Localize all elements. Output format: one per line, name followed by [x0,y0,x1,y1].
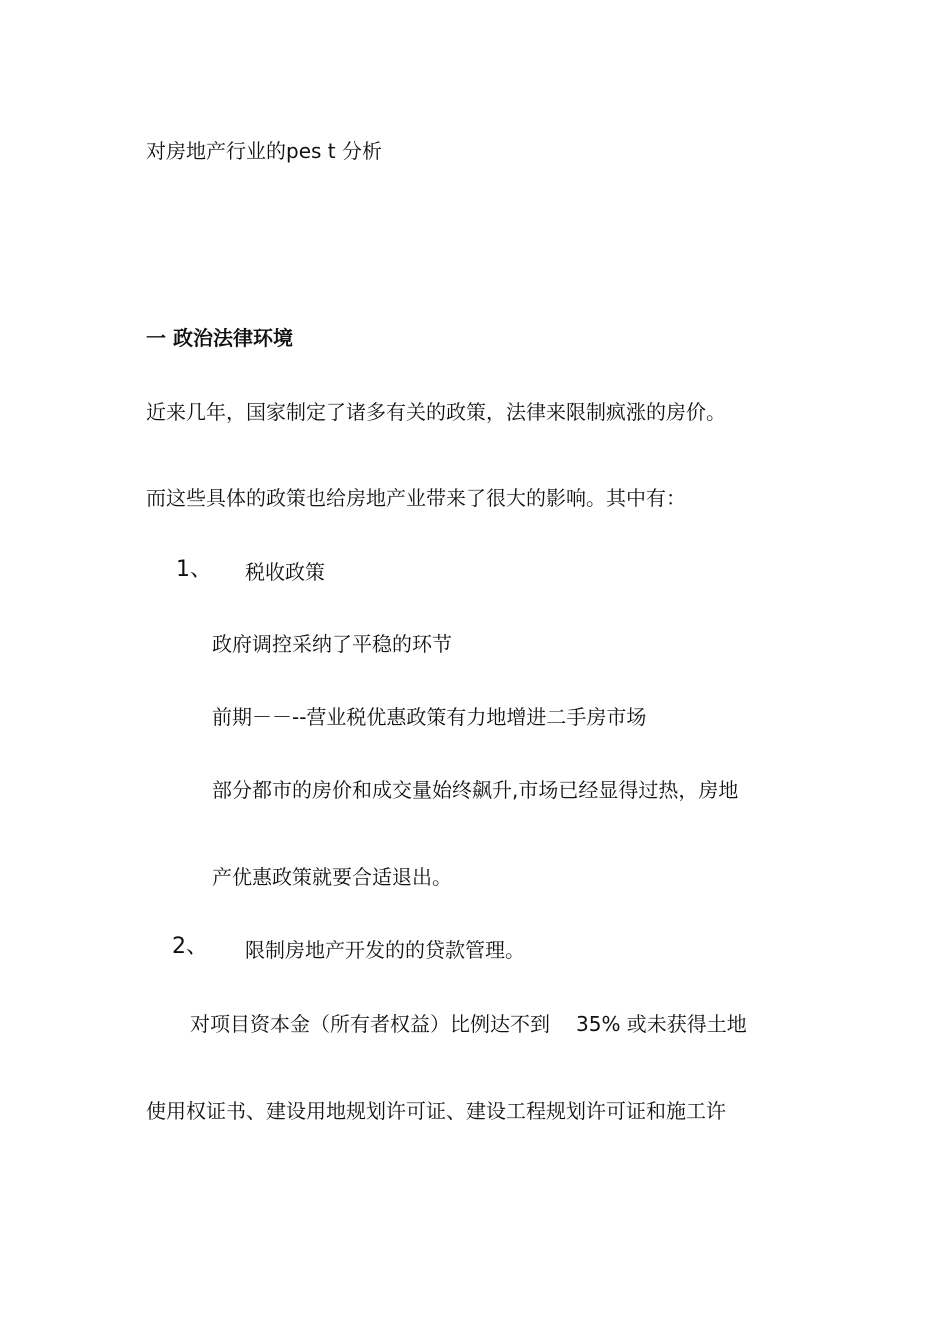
loan-paragraph-part-2: 35% 或未获得土地 [576,1012,747,1036]
tax-policy-line-4: 产优惠政策就要合适退出。 [212,865,452,889]
loan-paragraph-part-1: 对项目资本金（所有者权益）比例达不到 [190,1012,550,1036]
tax-policy-line-1: 政府调控采纳了平稳的环节 [212,632,452,656]
list-number-1: 1、 [176,557,212,582]
loan-paragraph-line-1 [190,1010,747,1038]
loan-paragraph-line-2: 使用权证书、建设用地规划许可证、建设工程规划许可证和施工许 [146,1099,726,1123]
document-title: 对房地产行业的pes t 分析 [146,139,382,163]
tax-policy-line-3: 部分都市的房价和成交量始终飙升,市场已经显得过热，房地 [212,778,739,802]
list-number-2: 2、 [172,934,208,959]
list-item-loan-management: 限制房地产开发的的贷款管理。 [245,938,525,962]
paragraph-impact: 而这些具体的政策也给房地产业带来了很大的影响。其中有： [146,486,686,510]
tax-policy-line-2: 前期－－--营业税优惠政策有力地增进二手房市场 [212,705,647,729]
paragraph-intro: 近来几年，国家制定了诸多有关的政策，法律来限制疯涨的房价。 [146,400,726,424]
section-heading-political-legal: 一 政治法律环境 [146,326,293,350]
list-item-tax-policy: 税收政策 [245,560,325,584]
